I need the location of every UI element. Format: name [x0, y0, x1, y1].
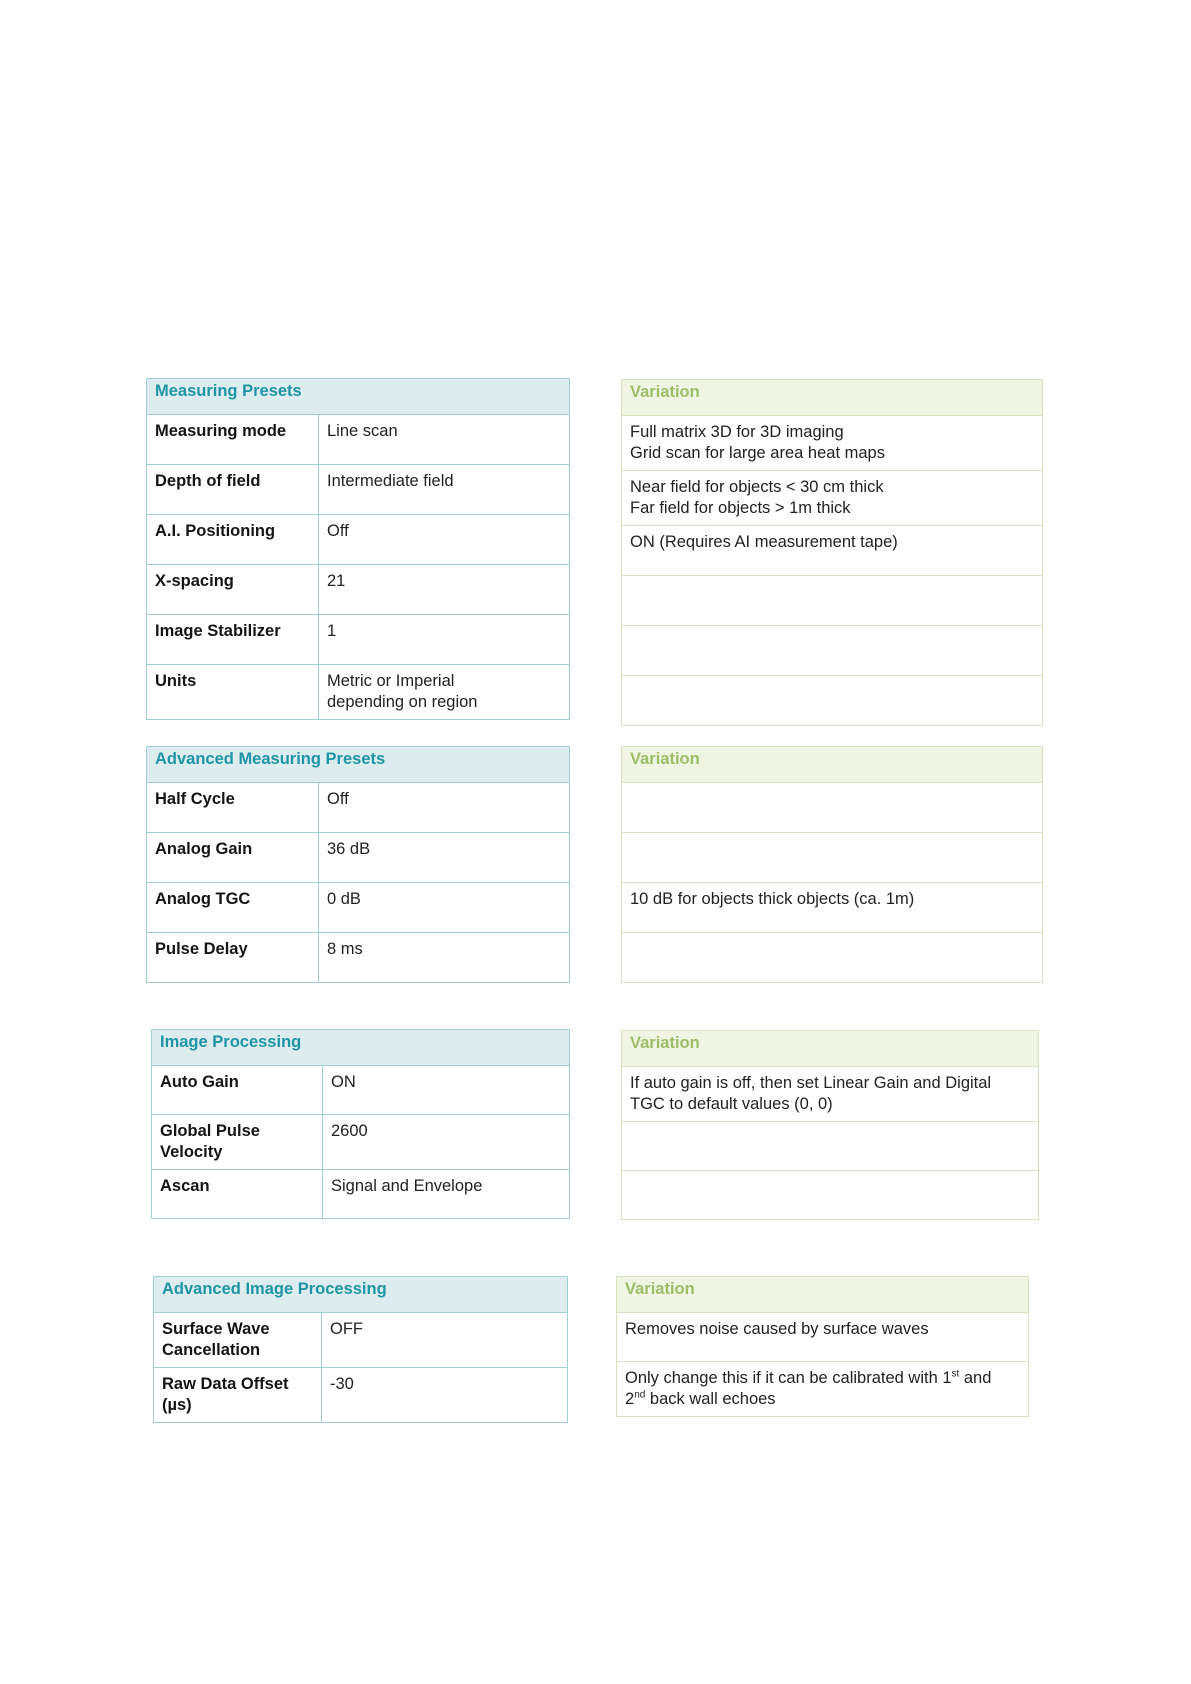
table-row: Units Metric or Imperial depending on region — [147, 665, 570, 720]
table-row: Surface Wave Cancellation OFF — [154, 1313, 568, 1368]
table-row: Image Stabilizer 1 — [147, 615, 570, 665]
table-row — [622, 833, 1043, 883]
table-title: Variation — [622, 747, 1043, 783]
table-row: Near field for objects < 30 cm thick Far field for objects > 1m thick — [622, 471, 1043, 526]
table-row — [622, 576, 1043, 626]
image-processing-variation-table — [621, 1030, 1039, 1220]
advanced-measuring-variation-table — [621, 746, 1043, 983]
table-row — [622, 1171, 1039, 1220]
advanced-image-processing-variation-table — [616, 1276, 1029, 1417]
table-row — [622, 933, 1043, 983]
advanced-image-processing-table — [153, 1276, 568, 1423]
image-processing-table — [151, 1029, 570, 1219]
table-title: Variation — [617, 1277, 1029, 1313]
table-title: Advanced Image Processing — [154, 1277, 568, 1313]
table-row — [622, 1122, 1039, 1171]
table-row — [622, 626, 1043, 676]
table-row: Analog TGC 0 dB — [147, 883, 570, 933]
table-row: Pulse Delay 8 ms — [147, 933, 570, 983]
table-row: Analog Gain 36 dB — [147, 833, 570, 883]
table-title: Advanced Measuring Presets — [147, 747, 570, 783]
table-title: Image Processing — [152, 1030, 570, 1066]
table-row: A.I. Positioning Off — [147, 515, 570, 565]
table-row: Depth of field Intermediate field — [147, 465, 570, 515]
table-title: Variation — [622, 1031, 1039, 1067]
table-row: X-spacing 21 — [147, 565, 570, 615]
table-row: Global Pulse Velocity 2600 — [152, 1115, 570, 1170]
table-title: Measuring Presets — [147, 379, 570, 415]
table-row: Only change this if it can be calibrated with 1st and 2nd back wall echoes — [617, 1362, 1029, 1417]
table-row: Raw Data Offset (µs) -30 — [154, 1368, 568, 1423]
table-row: Removes noise caused by surface waves — [617, 1313, 1029, 1362]
table-row: Measuring mode Line scan — [147, 415, 570, 465]
table-row — [622, 783, 1043, 833]
table-row — [622, 676, 1043, 726]
measuring-presets-table — [146, 378, 570, 720]
measuring-variation-table — [621, 379, 1043, 726]
advanced-measuring-presets-table — [146, 746, 570, 983]
table-row: 10 dB for objects thick objects (ca. 1m) — [622, 883, 1043, 933]
table-title: Variation — [622, 380, 1043, 416]
table-row: Full matrix 3D for 3D imaging Grid scan for large area heat maps — [622, 416, 1043, 471]
table-row: ON (Requires AI measurement tape) — [622, 526, 1043, 576]
table-row: Auto Gain ON — [152, 1066, 570, 1115]
table-row: Ascan Signal and Envelope — [152, 1170, 570, 1219]
table-row: Half Cycle Off — [147, 783, 570, 833]
table-row: If auto gain is off, then set Linear Gain and Digital TGC to default values (0, 0) — [622, 1067, 1039, 1122]
